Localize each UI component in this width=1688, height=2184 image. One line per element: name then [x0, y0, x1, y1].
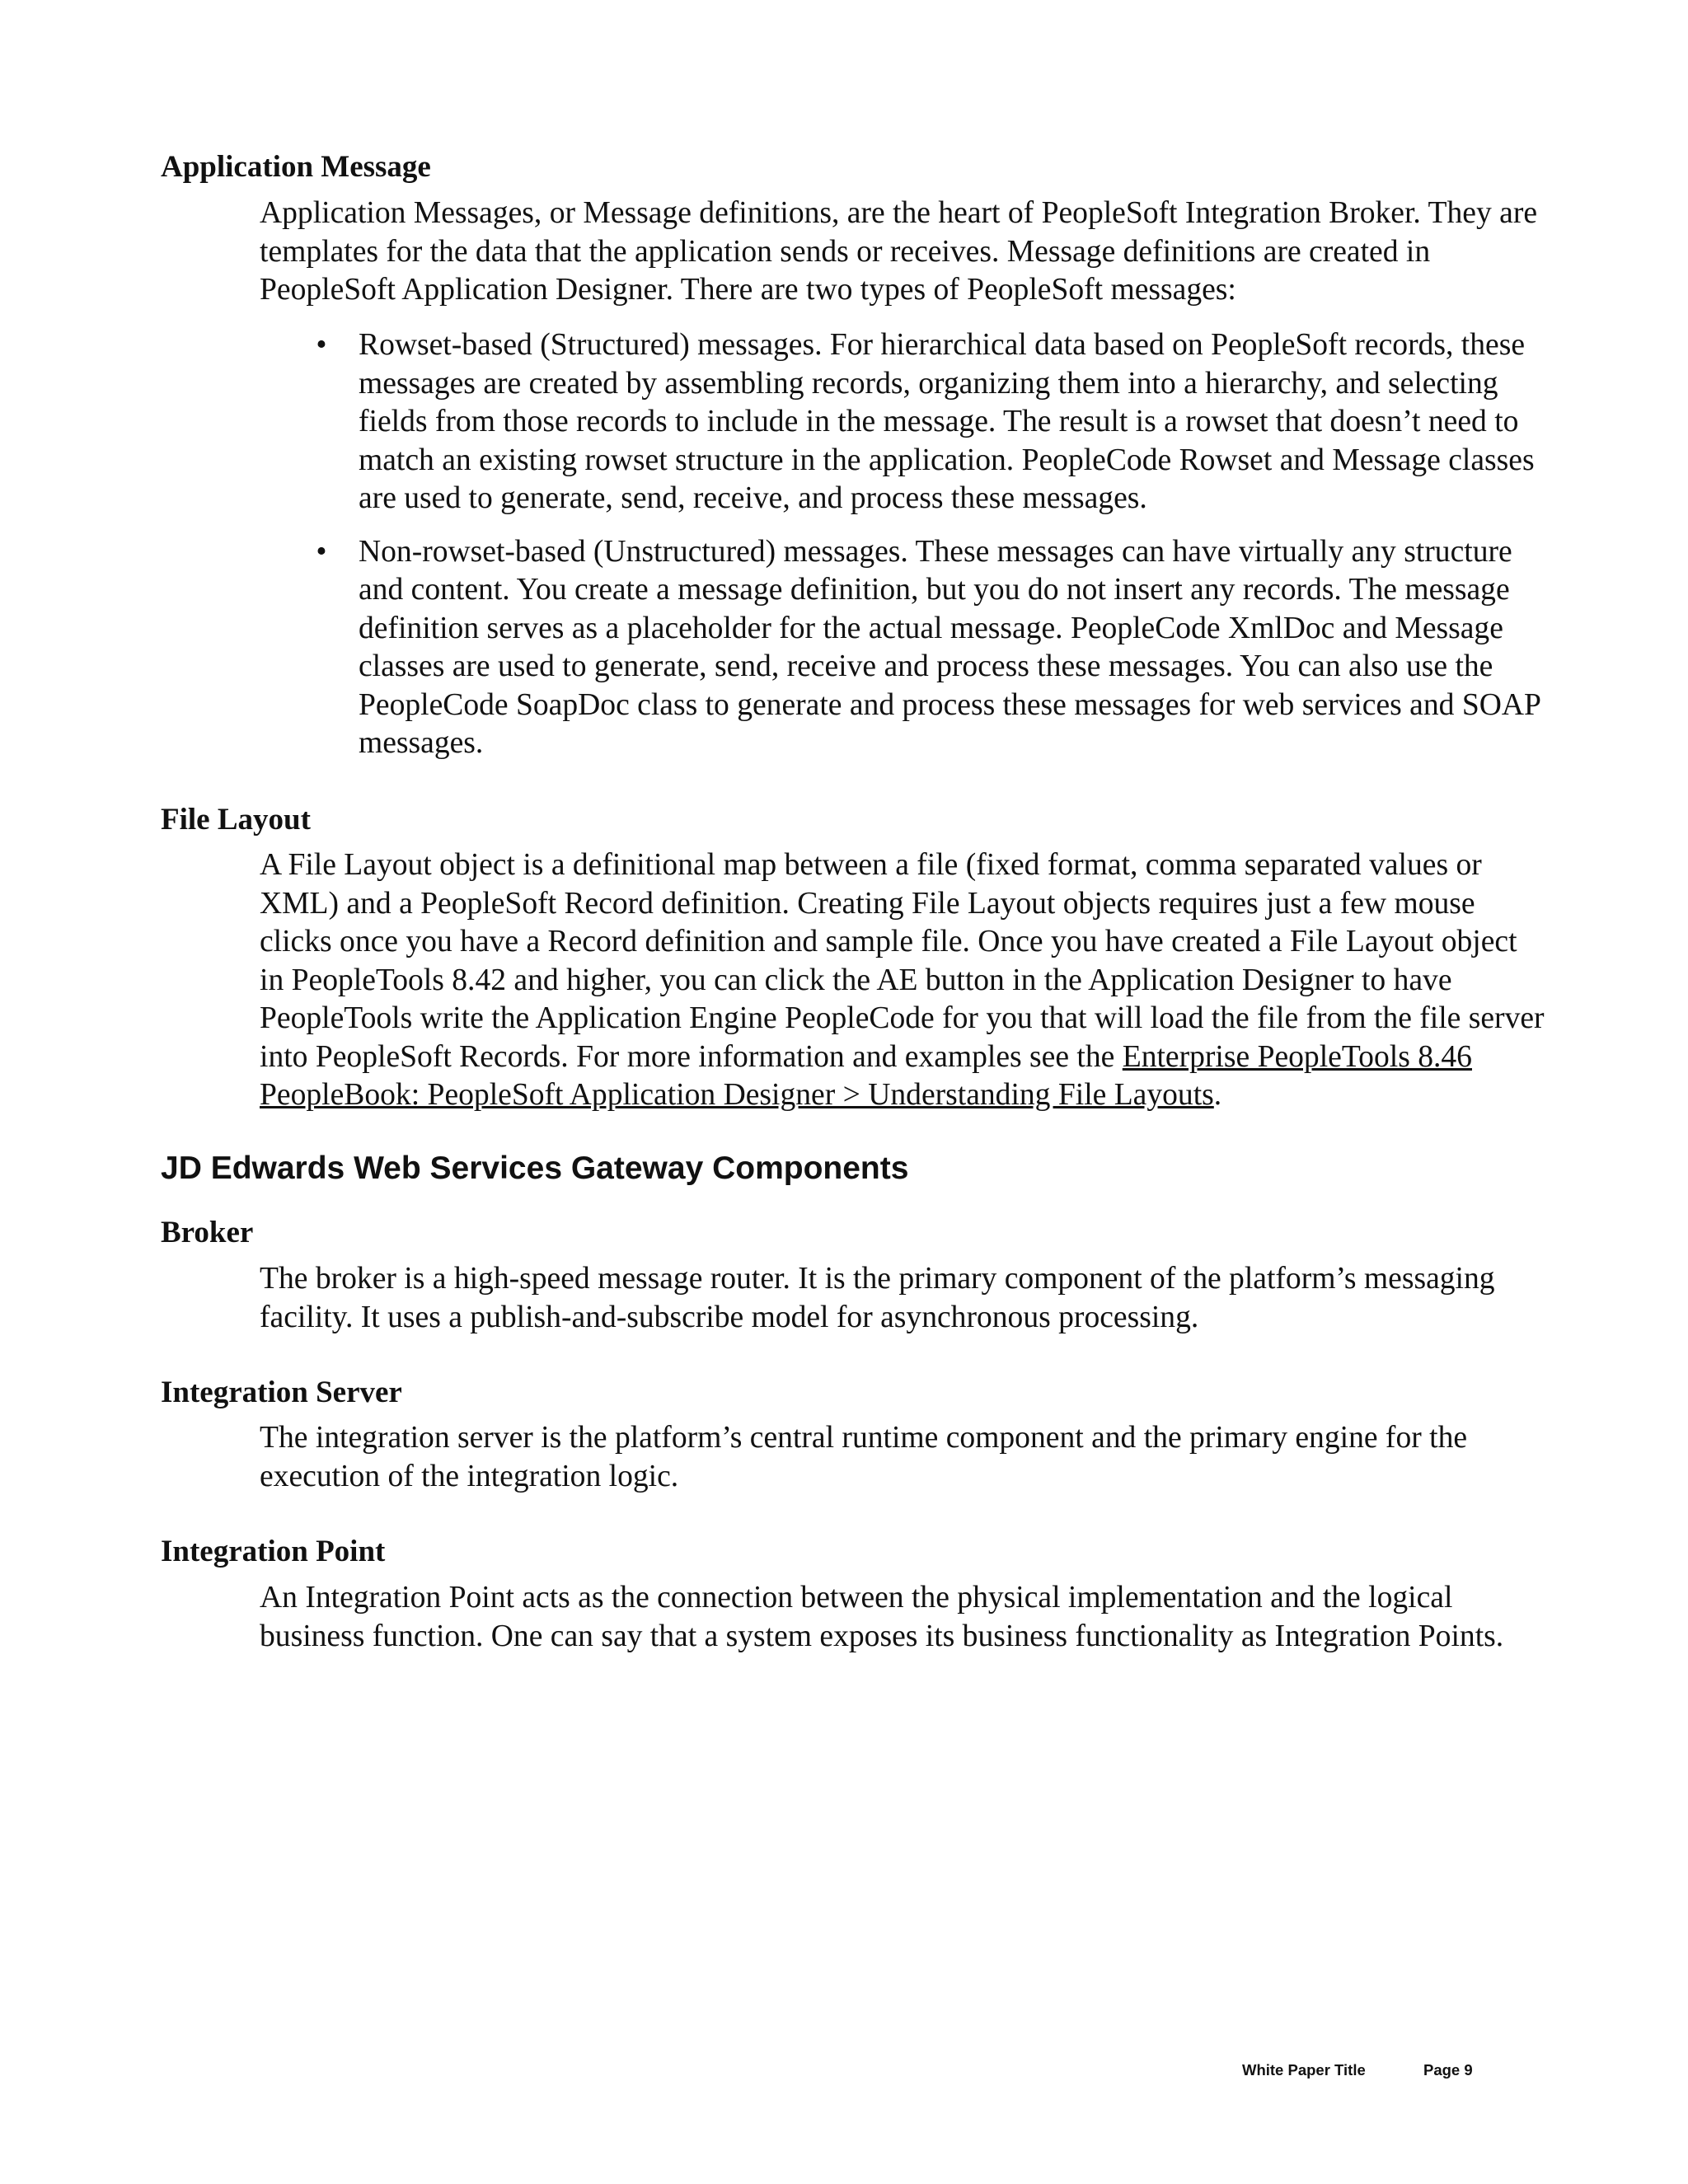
integration-point-text: An Integration Point acts as the connection between the physical implementation and the logical business function. One can say that a system exposes its business functionality as Integration Points. [260, 1581, 1504, 1653]
term-broker: Broker [161, 1216, 254, 1249]
term-integration-point: Integration Point [161, 1535, 386, 1568]
peoplebook-file-layouts-link[interactable]: Enterprise PeopleTools 8.46 PeopleBook: PeopleSoft Application Designer > Understanding File Layouts [260, 1039, 1472, 1112]
list-item-text: Rowset-based (Structured) messages. For hierarchical data based on PeopleSoft records, these messages are created by assembling records, organizing them into a hierarchy, and selecting fields from those records to include in the message. The result is a rowset that doesn’t need to match an existing rowset structure in the application. PeopleCode Rowset and Message classes are used to generate, send, receive, and process these messages. [359, 328, 1535, 515]
footer-page-number: Page 9 [1423, 2061, 1473, 2079]
bullet-icon: • [316, 534, 327, 569]
integration-server-text: The integration server is the platform’s central runtime component and the primary engine for the execution of the integration logic. [260, 1421, 1468, 1493]
footer-document-title: White Paper Title [1242, 2061, 1366, 2079]
broker-text: The broker is a high-speed message router. It is the primary component of the platform’s messaging facility. It uses a publish-and-subscribe model for asynchronous processing. [260, 1262, 1495, 1334]
file-layout-text-end: . [1213, 1078, 1222, 1112]
file-layout-text-start: A File Layout object is a definitional map between a file (fixed format, comma separated values or XML) and a PeopleSoft Record definition. Creating File Layout objects requires just a few mouse clicks once you have a Record definition and sample file. Once you have created a File Layout object in PeopleTools 8.42 and higher, you can click the AE button in the Application Designer to have PeopleTools write the Application Engine PeopleCode for you that will load the file from the file server into PeopleSoft Records. For more information and examples see the [260, 848, 1545, 1074]
message-types-list [309, 326, 1545, 763]
term-integration-server: Integration Server [161, 1376, 402, 1409]
bullet-icon: • [316, 328, 327, 362]
application-message-intro: Application Messages, or Message definitions, are the heart of PeopleSoft Integration Broker. They are templates for the data that the application sends or receives. Message definitions are created in PeopleSoft Application Designer. There are two types of PeopleSoft messages: [260, 196, 1538, 307]
list-item-rowset-based [309, 326, 1545, 518]
file-layout-text [260, 846, 1545, 1115]
list-item-non-rowset-based [309, 533, 1545, 763]
term-file-layout: File Layout [161, 803, 311, 837]
term-application-message: Application Message [161, 150, 431, 184]
list-item-text: Non-rowset-based (Unstructured) messages. These messages can have virtually any structure and content. You create a message definition, but you do not insert any records. The message definition serves as a placeholder for the actual message. PeopleCode XmlDoc and Message classes are used to generate, send, receive and process these messages. You can also use the PeopleCode SoapDoc class to generate and process these messages for web services and SOAP messages. [359, 534, 1540, 760]
section-heading-jde-gateway: JD Edwards Web Services Gateway Components [161, 1151, 909, 1186]
